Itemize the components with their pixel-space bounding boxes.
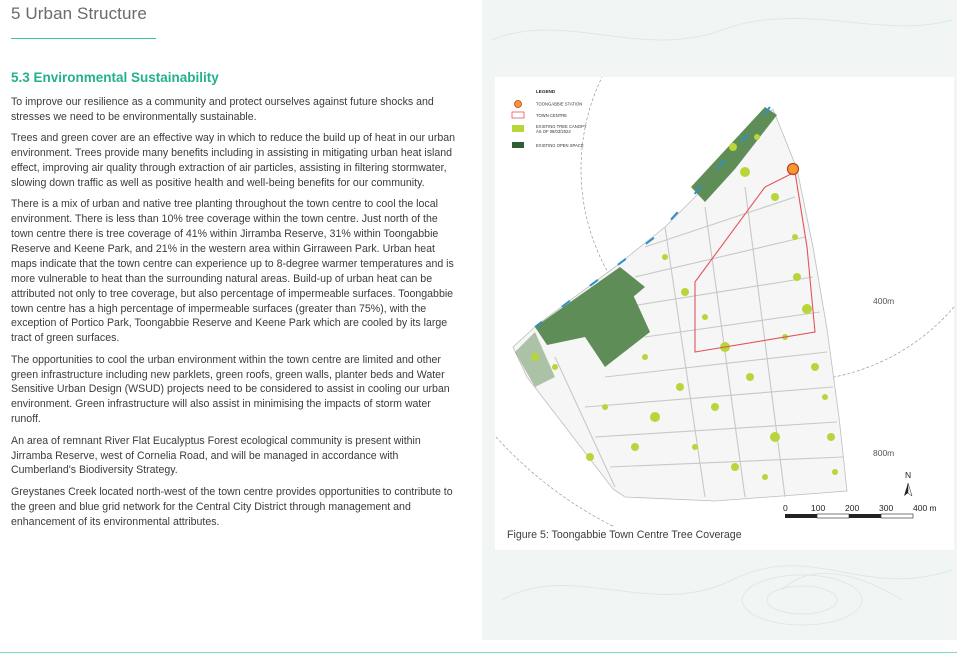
legend-label-town-centre: TOWN CENTRE [536, 113, 568, 118]
north-arrow-icon [904, 483, 908, 496]
scale-tick-300: 300 [879, 503, 894, 513]
legend-label-tree-canopy: EXISTING TREE CANOPY [536, 124, 587, 129]
tree-canopy-swatch-icon [512, 125, 524, 132]
page-header-title: 5 Urban Structure [11, 4, 147, 23]
legend-title: LEGEND [536, 89, 556, 94]
body-paragraph: To improve our resilience as a community and protect ourselves against future shocks and stresses we need to be environmentally sustainable. [11, 96, 434, 123]
section-heading: 5.3 Environmental Sustainability [11, 70, 219, 85]
legend-label-open-space: EXISTING OPEN SPACE [536, 143, 584, 148]
body-paragraph: There is a mix of urban and native tree planting throughout the town centre to cool the local environment. There is less than 10% tree coverage within the town centre. Just north of the town centre there is tree coverage of 41% within Jirramba Reserve, 31% within Toongabbie Reserve and Keene Park, and 21% in the western area within Girraween Park. Urban heat maps indicate that the town centre can experience up to 8-degree warmer temperatures and is more vulnerable to heat than the surrounding natural areas. Build-up of urban heat can be attributed not only to tree coverage, but also percentage of impermeable surfaces. Toongabbie town centre has a high percentage of impermeable surfaces (greater than 75%), with the exception of Portico Park, Toongabbie Reserve and Keene Park which are cooled by its large tract of green surfaces. [11, 198, 454, 345]
scale-tick-200: 200 [845, 503, 860, 513]
town-centre-outline-icon [512, 112, 524, 118]
scale-tick-400: 400 m [913, 503, 937, 513]
distance-label-400m: 400m [873, 296, 895, 306]
station-marker-icon [515, 101, 522, 108]
tree-coverage-map [495, 77, 954, 527]
header-divider [11, 38, 156, 39]
legend-label-tree-canopy-date: AS OF 08/03/2024 [536, 129, 571, 134]
scale-tick-0: 0 [783, 503, 788, 513]
distance-label-800m: 800m [873, 448, 895, 458]
scale-tick-100: 100 [811, 503, 826, 513]
body-paragraph: An area of remnant River Flat Eucalyptus Forest ecological community is present within Jirramba Reserve, west of Cornelia Road, and will be managed in accordance with Cumberland's Biodiversity Strategy. [11, 434, 421, 477]
north-arrow [904, 470, 912, 496]
open-space-swatch-icon [512, 142, 524, 148]
body-paragraph: Trees and green cover are an effective way in which to reduce the build up of heat in our urban environment. Trees provide many benefits including in assisting in mitigating urban heat island effect, improving air quality through extraction of air particles, assisting in filtering stormwater, slowing down traffic as well as positive health and well-being benefits for our community. [11, 132, 456, 189]
page-bottom-divider [0, 652, 957, 653]
body-paragraph: Greystanes Creek located north-west of the town centre provides opportunities to contribute to the green and blue grid network for the Central City District through management and enhancement of its environmental attributes. [11, 485, 453, 528]
map-legend [512, 89, 587, 148]
body-text [11, 95, 456, 536]
legend-label-station: TOONGABBIE STATION [536, 101, 583, 107]
map-figure-card [495, 77, 954, 550]
toongabbie-station-marker [788, 164, 799, 175]
north-label: N [905, 470, 912, 480]
scale-bar [783, 503, 937, 518]
figure-caption: Figure 5: Toongabbie Town Centre Tree Coverage [507, 529, 742, 541]
body-paragraph: The opportunities to cool the urban environment within the town centre are limited and other green infrastructure including new parklets, green roofs, green walls, planter beds and Water Sensitive Urban Design (WSUD) projects need to be considered to assist in cooling our urban environment. Green infrastructure will also assist in minimising the impacts of storm water runoff. [11, 353, 450, 426]
